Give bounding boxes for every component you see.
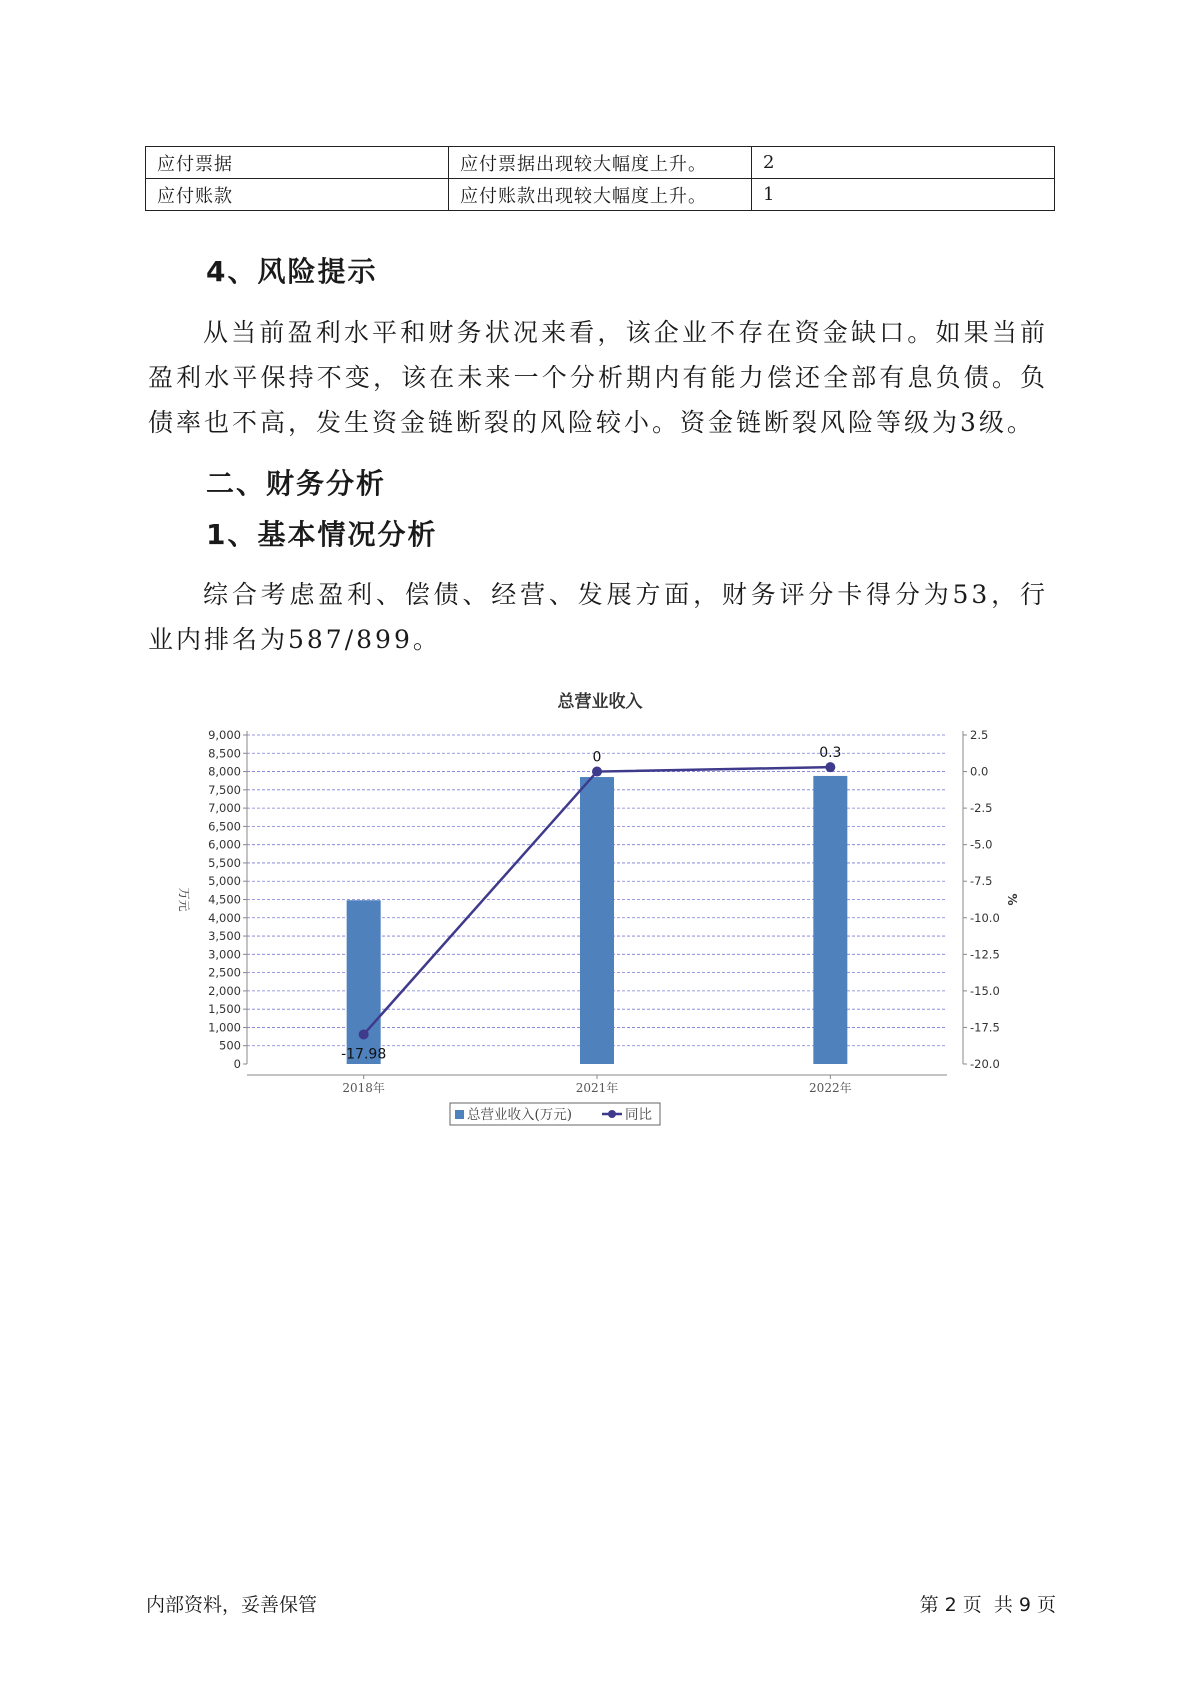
y-tick-label: 8,500 xyxy=(208,746,241,761)
y-tick-label: 4,000 xyxy=(208,910,241,925)
y-tick-label: 8,000 xyxy=(208,764,241,779)
risk-indicator-table xyxy=(145,146,1055,211)
y-tick-label: 6,500 xyxy=(208,819,241,834)
table-cell-level: 1 xyxy=(752,179,1055,211)
yoy-data-label: 0.3 xyxy=(819,745,842,762)
y-tick-label: 0 xyxy=(233,1057,241,1071)
x-tick-label: 2022年 xyxy=(809,1081,852,1095)
y2-tick-label: 0.0 xyxy=(970,764,989,779)
y-tick-label: 9,000 xyxy=(208,728,241,742)
y-tick-label: 2,000 xyxy=(208,983,241,998)
y2-tick-label: -7.5 xyxy=(970,874,993,889)
table-row xyxy=(146,147,1055,179)
legend-bar-label: 总营业收入(万元) xyxy=(467,1107,573,1123)
basic-analysis-paragraph: 综合考虑盈利、偿债、经营、发展方面，财务评分卡得分为53，行业内排名为587/899。 xyxy=(148,580,1048,654)
y2-tick-label: -5.0 xyxy=(970,837,993,852)
y-tick-label: 500 xyxy=(219,1038,241,1053)
y-axis-label: 万元 xyxy=(177,887,191,912)
y2-tick-label: 2.5 xyxy=(970,728,989,742)
yoy-data-label: -17.98 xyxy=(341,1046,387,1063)
table-cell-item: 应付账款 xyxy=(146,179,449,211)
y-tick-label: 1,000 xyxy=(208,1020,241,1035)
legend-line-label: 同比 xyxy=(625,1107,652,1123)
risk-heading: 4、风险提示 xyxy=(206,255,378,288)
y2-tick-label: -2.5 xyxy=(970,801,993,816)
legend-line-marker xyxy=(608,1110,616,1118)
y2-axis-label: % xyxy=(1005,893,1019,906)
y-tick-label: 2,500 xyxy=(208,965,241,980)
y2-tick-label: -12.5 xyxy=(970,947,1000,962)
table-cell-description: 应付账款出现较大幅度上升。 xyxy=(449,179,752,211)
y-tick-label: 6,000 xyxy=(208,837,241,852)
y-tick-label: 7,500 xyxy=(208,782,241,797)
yoy-point xyxy=(825,762,835,772)
y2-tick-label: -17.5 xyxy=(970,1020,1000,1035)
y-tick-label: 3,000 xyxy=(208,947,241,962)
basic-analysis-heading: 1、基本情况分析 xyxy=(206,518,438,551)
y-tick-label: 5,500 xyxy=(208,855,241,870)
yoy-data-label: 0 xyxy=(592,749,602,766)
bar xyxy=(813,776,847,1064)
y-tick-label: 4,500 xyxy=(208,892,241,907)
table-row xyxy=(146,179,1055,211)
risk-paragraph: 从当前盈利水平和财务状况来看，该企业不存在资金缺口。如果当前盈利水平保持不变，该在未来一个分析期内有能力偿还全部有息负债。负债率也不高，发生资金链断裂的风险较小。资金链断裂风险等级为3级。 xyxy=(148,318,1048,437)
x-tick-label: 2021年 xyxy=(575,1081,619,1095)
table-cell-item: 应付票据 xyxy=(146,147,449,179)
y2-tick-label: -15.0 xyxy=(970,983,1000,998)
footer-page-number: 第 2 页 共 9 页 xyxy=(919,1594,1056,1616)
legend-bar-swatch xyxy=(455,1110,464,1119)
y-tick-label: 3,500 xyxy=(208,929,241,944)
chart-title: 总营业收入 xyxy=(557,692,643,712)
y2-tick-label: -10.0 xyxy=(970,910,1000,925)
yoy-point xyxy=(592,767,602,777)
y2-tick-label: -20.0 xyxy=(970,1057,1000,1071)
finance-heading: 二、财务分析 xyxy=(206,467,387,500)
table-cell-description: 应付票据出现较大幅度上升。 xyxy=(449,147,752,179)
x-tick-label: 2018年 xyxy=(342,1081,385,1095)
bar xyxy=(580,777,614,1064)
y-tick-label: 7,000 xyxy=(208,801,241,816)
revenue-chart xyxy=(160,680,1040,1140)
y-tick-label: 1,500 xyxy=(208,1002,241,1017)
table-cell-level: 2 xyxy=(752,147,1055,179)
y-tick-label: 5,000 xyxy=(208,874,241,889)
yoy-point xyxy=(359,1029,369,1039)
footer-confidential: 内部资料，妥善保管 xyxy=(146,1594,318,1616)
